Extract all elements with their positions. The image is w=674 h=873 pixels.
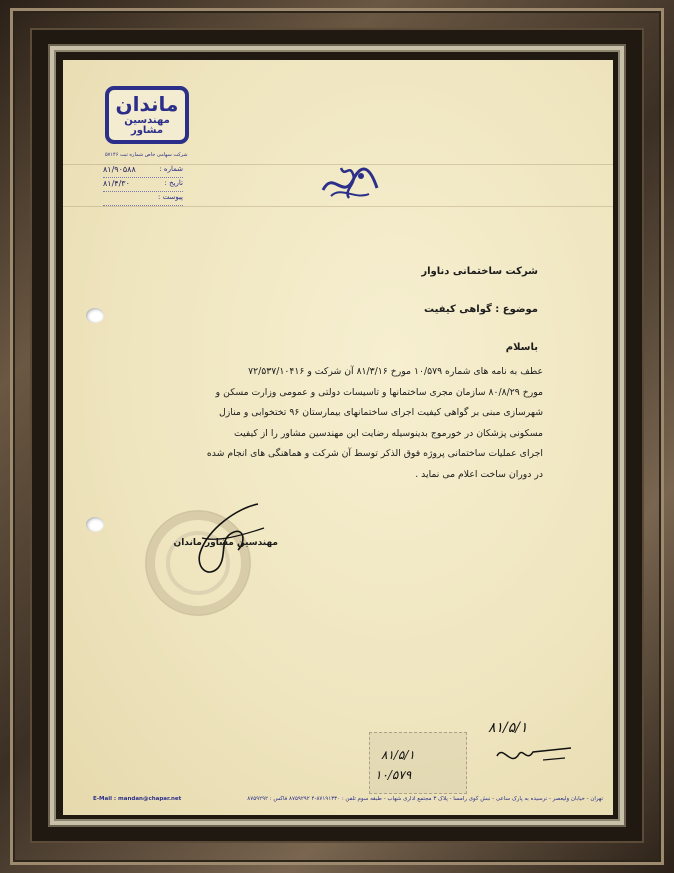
ref-attachment-row	[103, 193, 183, 206]
body-line: شهرسازی مبنی بر گواهی کیفیت اجرای ساختمانهای بیمارستان ۹۶ تختخوابی و منازل	[219, 407, 543, 418]
ref-date-row	[103, 179, 183, 192]
recipient-line: شرکت ساختمانی دناوار	[421, 266, 538, 277]
company-logo	[105, 86, 189, 144]
letterhead-footer	[93, 796, 603, 802]
reference-block	[103, 165, 183, 207]
stamp-date: ۸۱/۵/۱	[381, 748, 415, 762]
body-line: اجرای عملیات ساختمانی پروژه فوق الذکر توسط آن شرکت و هماهنگی های انجام شده	[206, 448, 543, 459]
subject-line: موضوع : گواهی کیفیت	[424, 304, 538, 315]
letter-paper	[63, 60, 613, 815]
footer-email: E-Mail : mandan@chapar.net	[93, 796, 182, 802]
logo-subtext: مهندسین مشاور	[124, 115, 170, 136]
ref-attachment-label: پیوست :	[158, 193, 183, 201]
ref-number-value: ۸۱/۹۰۵۸۸	[103, 165, 136, 174]
ref-date-label: تاریخ :	[164, 179, 183, 187]
letter-body	[113, 362, 543, 485]
handwritten-scribble-icon	[493, 740, 573, 770]
footer-address: تهران - خیابان ولیعصر - نرسیده به پارک ساعی - نبش کوی رامسا - پلاک ۳ مجتمع اداری شهاب - طبقه سوم تلفن : ۸۷۱۹۱۳۳۰-۴ ۸۷۵۹۲۹۲ فاکس : ۸۷۵۹۲۹۲	[247, 796, 603, 802]
signature-label: مهندسین مشاور ماندان	[173, 538, 278, 548]
stamp-number: ۱۰/۵۷۹	[375, 768, 412, 782]
receipt-stamp	[369, 732, 467, 794]
body-line: در دوران ساخت اعلام می نماید .	[415, 468, 543, 480]
calligraphy-emblem-icon	[313, 160, 383, 205]
body-line: مسکونی پزشکان در خورموج بدینوسیله رضایت این مهندسین مشاور را از کیفیت	[233, 427, 543, 439]
body-line: مورخ ۸۰/۸/۲۹ سازمان مجری ساختمانها و تاسیسات دولتی و عمومی وزارت مسکن و	[215, 386, 543, 398]
handwritten-date: ۸۱/۵/۱	[488, 720, 528, 736]
punch-hole	[86, 517, 104, 532]
body-line: عطف به نامه های شماره ۱۰/۵۷۹ مورخ ۸۱/۳/۱۶ آن شرکت و ۷۲/۵۳۷/۱۰۴۱۶	[248, 366, 543, 377]
greeting-line: باسلام	[505, 342, 538, 353]
punch-hole	[86, 308, 104, 323]
logo-text: ماندان مهندسین مشاور	[109, 94, 185, 136]
ref-number-label: شماره :	[159, 165, 183, 173]
company-registration: شرکت سهامی خاص شماره ثبت ۵۷۱۴۶	[105, 152, 188, 158]
ref-number-row	[103, 165, 183, 178]
ref-date-value: ۸۱/۴/۳۰	[103, 179, 130, 188]
